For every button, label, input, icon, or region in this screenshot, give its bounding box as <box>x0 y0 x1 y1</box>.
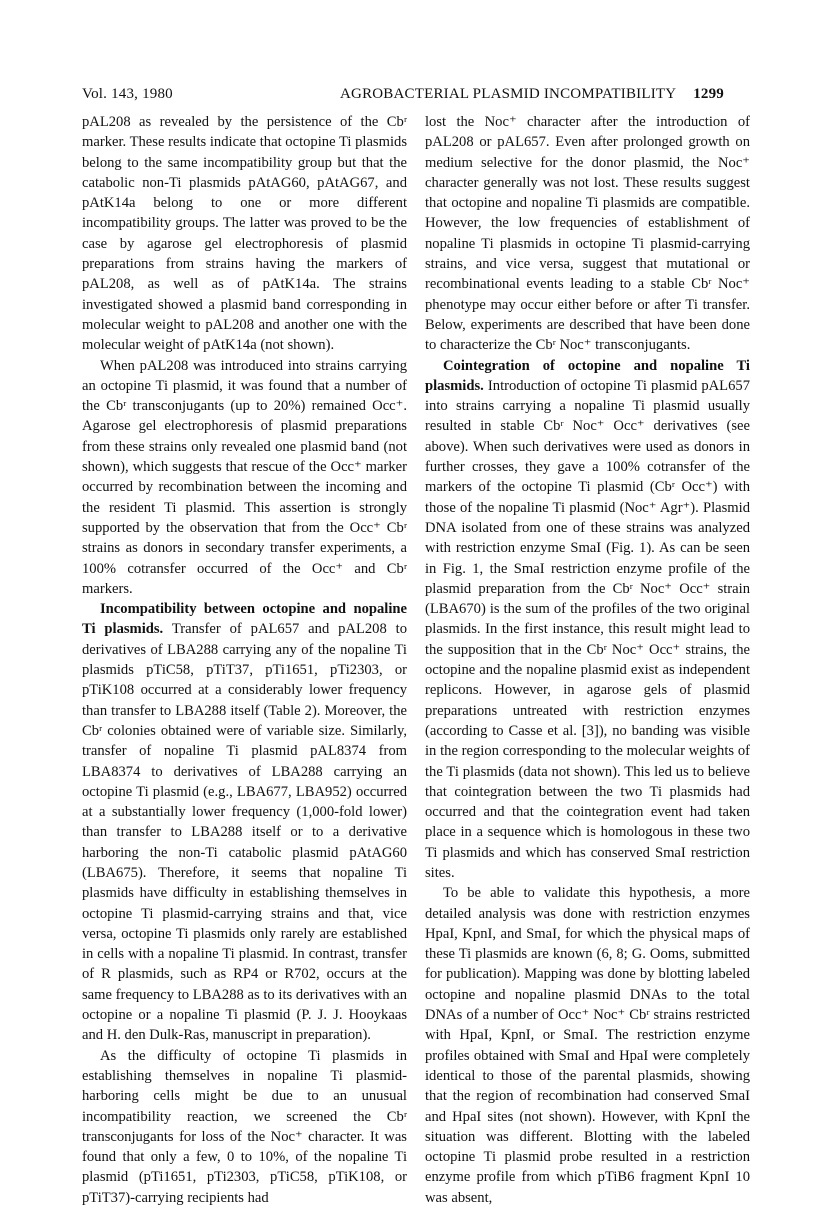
running-title: AGROBACTERIAL PLASMID INCOMPATIBILITY <box>340 86 677 102</box>
section-heading: Incompatibility between octopine and nopaline Ti plasmids. <box>82 601 407 638</box>
paragraph: pAL208 as revealed by the persistence of the Cbʳ marker. These results indicate that octopine Ti plasmids belong to the same incompatibility group but that the catabolic non-Ti plasmids pAtAG60, pAtAG67, and pAtK14a belong to one or more different incompatibility groups. The latter was proved to be the case by agarose gel electrophoresis of plasmid preparations from strains having the markers of pAL208, as well as of pAtK14a. The strains investigated showed a plasmid band corresponding in molecular weight to pAL208 and another one with the molecular weight of pAtK14a (not shown). <box>82 114 407 354</box>
left-column <box>82 112 407 1208</box>
paragraph-body: Transfer of pAL657 and pAL208 to derivatives of LBA288 carrying any of the nopaline Ti plasmids pTiC58, pTiT37, pTi1651, pTi2303, or pTiK108 occurred at a considerably lower frequency than transfer to LBA288 itself (Table 2). Moreover, the Cbʳ colonies obtained were of variable size. Similarly, transfer of nopaline Ti plasmid pAL8374 from LBA8374 to derivatives of LBA288 carrying an octopine Ti plasmid (e.g., LBA677, LBA952) occurred at a substantially lower frequency (1,000-fold lower) than transfer to LBA288 itself or to a derivative harboring the non-Ti catabolic plasmid pAtAG60 (LBA675). Therefore, it seems that nopaline Ti plasmids have difficulty in establishing themselves in octopine Ti plasmid-carrying strains and that, vice versa, octopine Ti plasmids only rarely are established in cells with a nopaline Ti plasmid. In contrast, transfer of R plasmids, such as RP4 or R702, occurs at the same frequency to LBA288 as to its derivatives with an octopine or a nopaline Ti plasmid (P. J. J. Hooykaas and H. den Dulk-Ras, manuscript in preparation). <box>82 621 407 1044</box>
right-column <box>425 112 750 1208</box>
paragraph: As the difficulty of octopine Ti plasmids in establishing themselves in nopaline Ti plasmid-harboring cells might be due to an unusual incompatibility reaction, we screened the Cbʳ transconjugants for loss of the Noc⁺ character. It was found that only a few, 0 to 10%, of the nopaline Ti plasmid (pTi1651, pTi2303, pTiC58, pTiK108, or pTiT37)-carrying recipients had <box>82 1047 407 1206</box>
paragraph: lost the Noc⁺ character after the introduction of pAL208 or pAL657. Even after prolonged growth on medium selective for the donor plasmid, the Noc⁺ character generally was not lost. These results suggest that octopine and nopaline Ti plasmids are compatible. However, the low frequencies of establishment of nopaline Ti plasmids in octopine Ti plasmid-carrying strains, and vice versa, suggest that mutational or recombinational events leading to a stable Cbʳ Noc⁺ phenotype may occur either before or after Ti transfer. Below, experiments are described that have been done to characterize the Cbʳ Noc⁺ transconjugants. <box>425 114 750 354</box>
paragraph: When pAL208 was introduced into strains carrying an octopine Ti plasmid, it was found that a number of the Cbʳ transconjugants (up to 20%) remained Occ⁺. Agarose gel electrophoresis of plasmid preparations from these strains only revealed one plasmid band (not shown), which suggests that rescue of the Occ⁺ marker occurred by recombination between the incoming and the resident Ti plasmid. This assertion is strongly supported by the observation that from the Occ⁺ Cbʳ strains as donors in secondary transfer experiments, a 100% cotransfer occurred of the Occ⁺ and Cbʳ markers. <box>82 357 407 597</box>
paragraph-body: Introduction of octopine Ti plasmid pAL657 into strains carrying a nopaline Ti plasmid usually resulted in stable Cbʳ Noc⁺ Occ⁺ derivatives (see above). When such derivatives were used as donors in further crosses, they gave a 100% cotransfer of the markers of the octopine Ti plasmid (Cbʳ Occ⁺) with those of the nopaline Ti plasmid (Noc⁺ Agr⁺). Plasmid DNA isolated from one of these strains was analyzed with restriction enzyme SmaI (Fig. 1). As can be seen in Fig. 1, the SmaI restriction enzyme profile of the plasmid preparation from the Cbʳ Noc⁺ Occ⁺ strain (LBA670) is the sum of the profiles of the two original plasmids. In the first instance, this result might lead to the supposition that in the Cbʳ Noc⁺ Occ⁺ strains, the octopine and the nopaline plasmid exist as independent replicons. However, in agarose gels of plasmid preparations untreated with restriction enzymes (according to Casse et al. [3]), no banding was visible in the region corresponding to the molecular weights of the Ti plasmids (data not shown). This led us to believe that cointegration between the two Ti plasmids had occurred and that the cointegration event had taken place in a sequence which is homologous in these two Ti plasmids and which has conserved SmaI restriction sites. <box>425 377 750 881</box>
journal-volume: Vol. 143, 1980 <box>82 86 173 102</box>
page-number: 1299 <box>693 86 724 102</box>
paragraph-with-heading <box>425 356 750 884</box>
page-header <box>82 86 724 108</box>
section-heading: Cointegration of octopine and nopaline Ti plasmids. <box>425 357 750 394</box>
paragraph: To be able to validate this hypothesis, a more detailed analysis was done with restriction enzymes HpaI, KpnI, and SmaI, for which the physical maps of these Ti plasmids are known (6, 8; G. Ooms, submitted for publication). Mapping was done by blotting labeled octopine and nopaline plasmid DNAs to the total DNAs of a number of Occ⁺ Noc⁺ Cbʳ strains restricted with HpaI, KpnI, or SmaI. The restriction enzyme profiles obtained with SmaI and HpaI were completely identical to those of the parental plasmids, showing that the region of recombination had conserved SmaI and HpaI sites (not shown). However, with KpnI the situation was different. Blotting with the labeled octopine Ti plasmid probe resulted in a restriction enzyme profile from which pTiB6 fragment KpnI 10 was absent, <box>425 885 750 1206</box>
paragraph-with-heading <box>82 599 407 1046</box>
